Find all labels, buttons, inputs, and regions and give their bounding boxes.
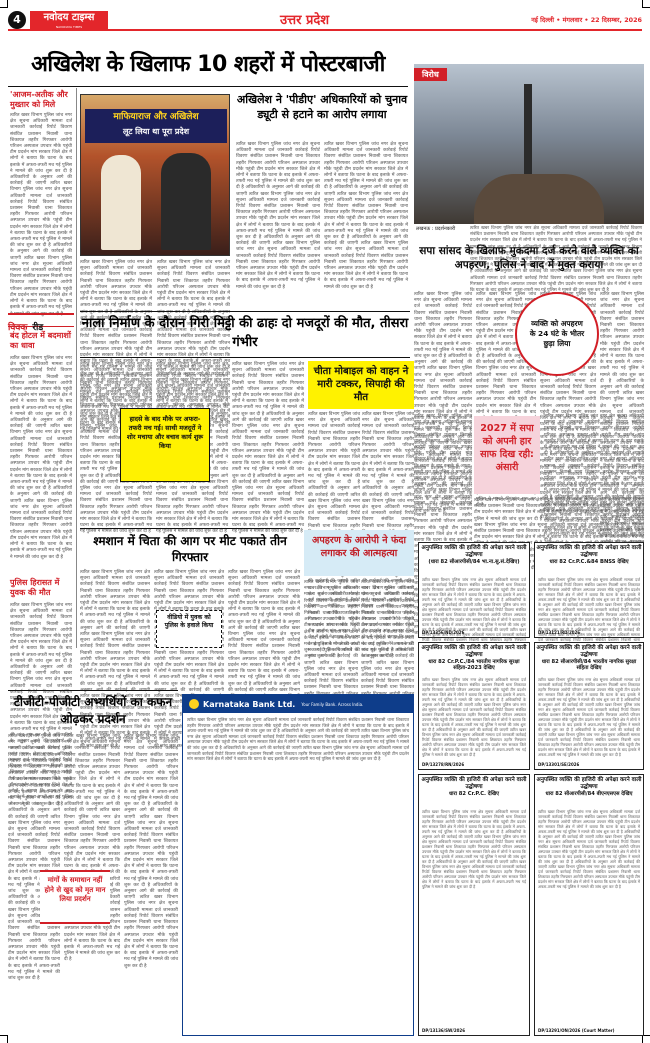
notice-body (422, 577, 526, 627)
bank-name: Karnataka Bank Ltd. (203, 699, 296, 709)
virodh-crowd (474, 174, 604, 224)
legal-notice (534, 542, 644, 638)
sidebar-story2-title: पुलिस हिरासत में युवक की मौत (10, 578, 60, 597)
masthead-edition-tag: NAVODAYA TIMES (55, 25, 83, 29)
virodh-col-5 (414, 414, 472, 510)
notice-body (538, 677, 640, 759)
notice-body (538, 809, 640, 1023)
crem-callout (156, 610, 222, 648)
sub-lead-headline: अखिलेश ने 'पीडीए' अधिकारियों को चुनाव ड्यूटी से हटाने का आरोप लगाया (236, 93, 408, 121)
notice-ref: DP/13356/ND/2026 (422, 630, 465, 635)
crop-mark-br (642, 1035, 650, 1043)
virodh-col-6 (544, 414, 644, 466)
notice-subtitle: (धारा 82 सीआरपीसी/84 भा.ना.सु.सं.देखिए) (428, 559, 520, 565)
chain-headline: चीता मोबाइल को वाहन ने मारी टक्कर, सिपाही की मौत (313, 366, 409, 403)
virodh-tag: विरोध (414, 68, 447, 81)
sidebar-quote-body (10, 113, 72, 305)
bank-header (183, 695, 413, 713)
divider (8, 690, 178, 691)
notice-subtitle: धारा 82 Cr.P.C. देखिए (448, 791, 500, 797)
chain-col-2 (362, 412, 414, 524)
abduct-col-1 (304, 580, 358, 688)
notice-body (422, 677, 526, 759)
virodh-photo (414, 64, 644, 224)
page-number: 4 (8, 11, 26, 29)
crop-mark-tr (642, 0, 650, 8)
sidebar-brand-2: रीड (32, 323, 44, 333)
virodh-bubble-text: व्यक्ति को अपहरण के 24 घंटे के भीतर छुड़ा लिया (529, 319, 585, 348)
virodh-bubble (515, 292, 599, 376)
drain-col-3 (232, 362, 304, 522)
legal-notice (418, 542, 530, 638)
notice-ref: DP/13301/SE/2026 (538, 762, 580, 767)
divider (80, 357, 410, 358)
poster-bottom-text: लूट लिया था पूरा प्रदेश (122, 127, 190, 136)
abduct-col-2 (361, 580, 414, 688)
drain-callout-text: हादसे के बाद मौके पर अफरा-तफरी मच गई। साथी मजदूरों ने शोर मचाया और बचाव कार्य शुरू किया (126, 415, 204, 450)
virodh-caption: लखनऊ : प्रदर्शनकारी (416, 226, 456, 232)
chain-col-1 (308, 412, 360, 524)
sidebar-story-body (10, 356, 72, 574)
tgt-col-3 (124, 734, 178, 1034)
legal-notice (534, 774, 644, 1036)
bank-tagline: Your Family Bank. Across India. (301, 701, 364, 707)
notice-title: अनुपस्थित व्यक्ति की हाजिरी की अपेक्षा करने वाली उद्घोषणा (536, 645, 642, 658)
chain-headline-box (308, 361, 414, 409)
poster-figure-2 (161, 153, 211, 250)
crem-headline: श्मशान में चिता की आग पर मीट पकाते तीन गिरफ्तार (93, 534, 287, 564)
virodh-pullquote (474, 416, 540, 494)
legal-notice (418, 642, 530, 770)
notice-ref: DP/13291/ON/2026 (Court Matter) (538, 1028, 615, 1033)
bank-ad (182, 694, 414, 1036)
notice-subtitle: धारा 82 Cr.P.C.&84 BNSS देखिए (549, 559, 629, 565)
notice-title: अनुपस्थित व्यक्ति की हाजिरी की अपेक्षा करने वाली उद्घोषणा (536, 545, 642, 558)
virodh-caption-body (470, 226, 642, 238)
bank-logo-icon (189, 699, 199, 709)
notice-ref: DP/13278/RN/2026 (422, 762, 465, 767)
notice-ref: DP/13136/SW/2026 (422, 1028, 465, 1033)
lead-headline: अखिलेश के खिलाफ 10 शहरों में पोस्टरबाजी (31, 52, 385, 77)
notice-ref: DP/13121/RD/2026 (538, 630, 581, 635)
tgt-headline: टीजीटी-पीजीटी अभ्यर्थियों का कफन ओढ़कर प्रदर्शन (13, 695, 173, 726)
crem-col-3 (228, 570, 300, 686)
legal-notice (534, 642, 644, 770)
abduct-headline: अपहरण के आरोपी ने फंदा लगाकर की आत्महत्या (312, 535, 406, 559)
virodh-col-7 (474, 498, 644, 538)
poster-image (80, 94, 230, 256)
divider (8, 86, 408, 87)
notice-title: अनुपस्थित व्यक्ति की हाजिरी की अपेक्षा करने वाली उद्घोषणा (421, 645, 527, 658)
sidebar-brand: विवक (8, 323, 28, 333)
crop-mark-bl (0, 1035, 8, 1043)
notice-subtitle: धारा 82 सीआरपीसी/84 भारतीय नागरिक सुरक्षा संहिता देखिए (541, 659, 637, 671)
poster-figure-1 (101, 155, 141, 250)
notice-title: अनुपस्थित व्यक्ति की हाजिरी की अपेक्षा करने वाली उद्घोषणा (536, 777, 642, 790)
drain-headline: नाला निर्माण के दौरान गिरी मिट्टी की ढाहः दो मजदूरों की मौत, तीसरा गंभीर (81, 316, 409, 350)
poster-banner (85, 109, 227, 143)
poster-top-text: माफियाराज और अखिलेश (113, 112, 199, 122)
abduct-headline-box (304, 530, 414, 576)
virodh-col-4 (600, 292, 644, 410)
virodh-col-1 (414, 292, 472, 410)
divider (80, 311, 410, 312)
crem-callout-text: वीडियो में युवक को पुलिस के हवाले किया (164, 614, 214, 630)
sidebar-story-title: बंद होटल में बदमाशों का धावा (10, 331, 71, 350)
virodh-pullquote-text: 2027 में सपा को अपनी हार साफ दिख रही: अंसारी (480, 423, 534, 473)
section-label: उत्तर प्रदेश (280, 13, 330, 28)
legal-notice (418, 774, 530, 1036)
tgt-callout (40, 870, 110, 924)
sidebar-quote: 'आजम-अतीक और मुख्तार को मिले (10, 90, 68, 109)
notice-body (538, 577, 640, 627)
drain-callout (120, 408, 210, 482)
masthead-brand: नवोदय टाइम्स (43, 12, 95, 23)
vertical-rule (76, 88, 77, 648)
crop-mark-tl (0, 0, 8, 8)
masthead (8, 9, 642, 31)
tgt-callout-text: मांगों के समाधान नहीं होने से खुद को मृत मान लिया प्रदर्शन (44, 876, 106, 903)
bank-body (187, 717, 409, 1033)
divider (80, 528, 300, 529)
notice-title: अनुपस्थित व्यक्ति की हाजिरी की अपेक्षा करने वाली उद्घोषणा (421, 777, 527, 790)
notice-subtitle: धारा 82 Cr.P.C./84 भारतीय नागरिक सुरक्षा संहिता-2023 देखिए (428, 659, 520, 671)
lead-col-2 (157, 260, 230, 308)
sidebar-story2-body (10, 603, 72, 683)
sub-lead-col-1 (236, 142, 320, 308)
sub-lead-col-2 (324, 142, 408, 308)
lead-col-1 (80, 260, 152, 308)
notice-title: अनुपस्थित व्यक्ति की हाजिरी की अपेक्षा करने वाली उद्घोषणा (421, 545, 527, 558)
sidebar-brand-box (8, 313, 74, 333)
dateline: नई दिल्ली • मंगलवार • 22 दिसम्बर, 2026 (531, 16, 642, 24)
notice-subtitle: धारा 82 सीआरपीसी/84 बीएनएसएस देखिए (545, 791, 633, 797)
virodh-headline: सपा सांसद के खिलाफ मुकदमा दर्ज करने वाले व्यक्ति का अपहरण, पुलिस ने बाद में मुक्त कराया (419, 245, 639, 271)
crem-col-1 (80, 570, 150, 686)
masthead-brand-box (30, 11, 108, 29)
notice-body (422, 809, 526, 1023)
